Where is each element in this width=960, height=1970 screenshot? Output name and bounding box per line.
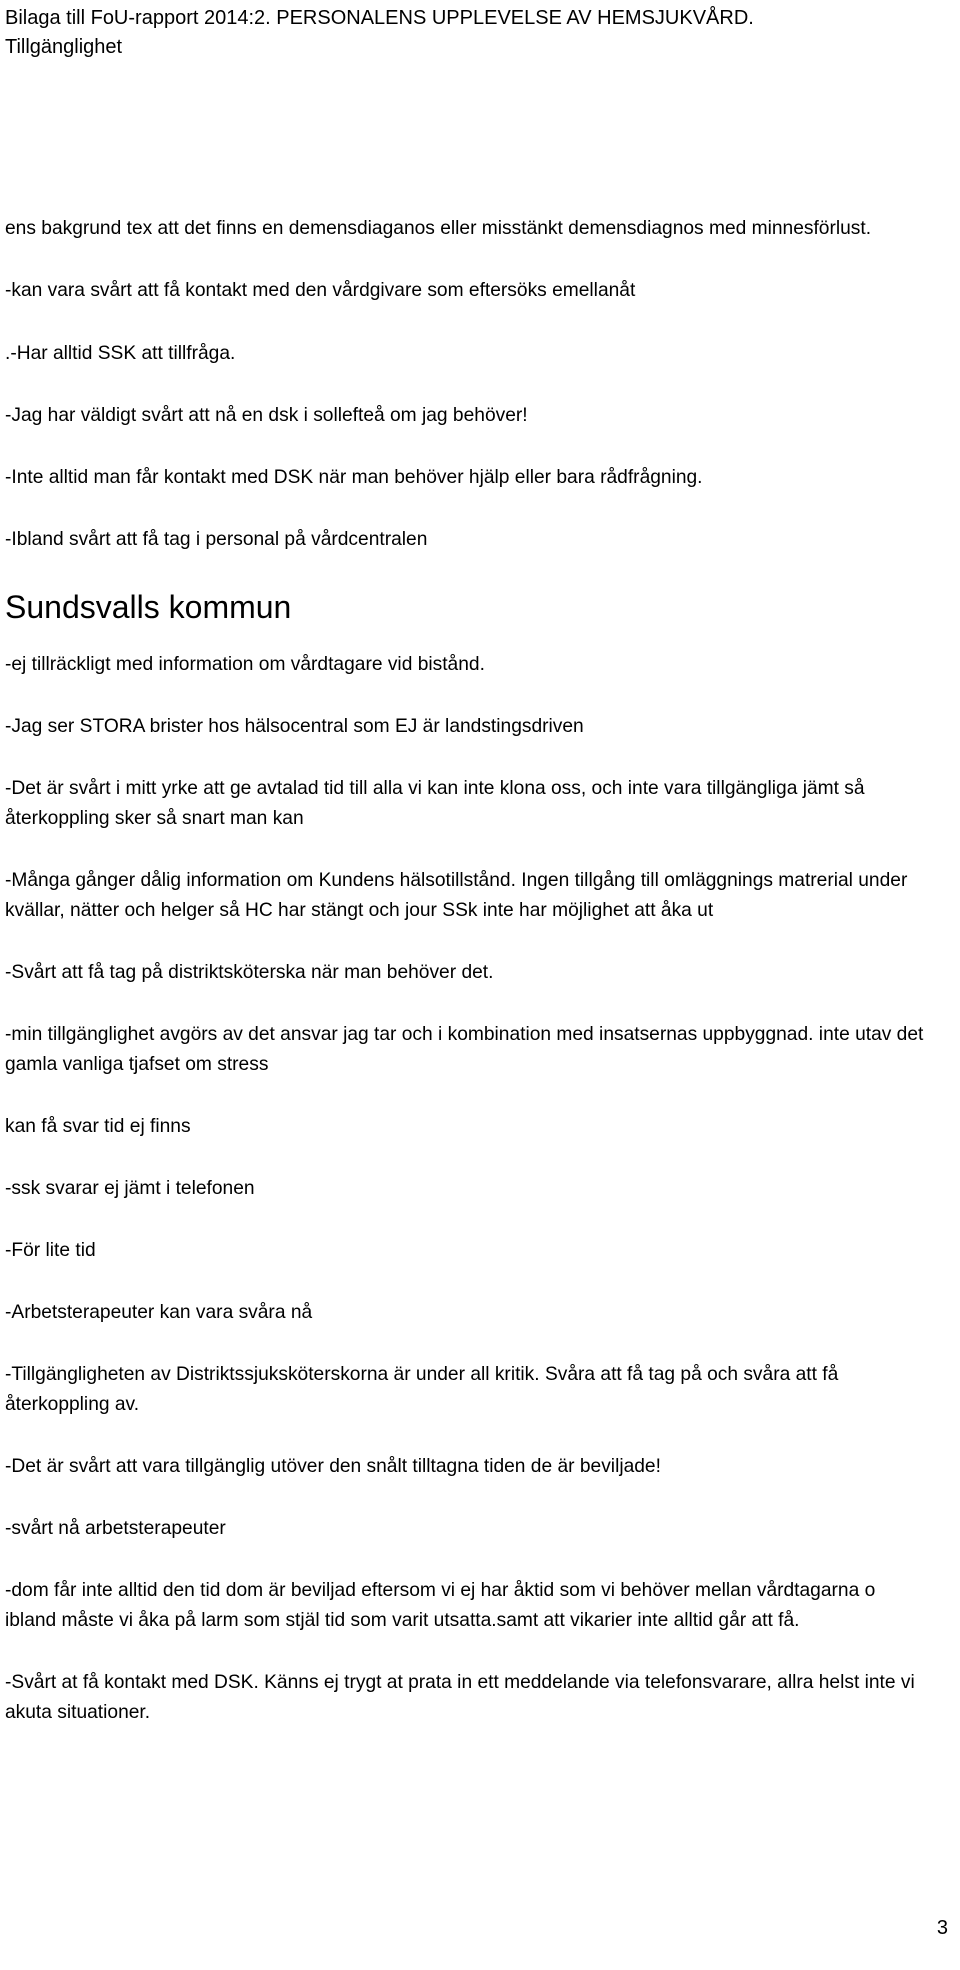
section-heading: Sundsvalls kommun xyxy=(5,589,292,625)
response-paragraph: -svårt nå arbetsterapeuter xyxy=(5,1518,226,1539)
response-paragraph: -Det är svårt att vara tillgänglig utöver den snålt tilltagna tiden de är beviljade! xyxy=(5,1456,661,1477)
response-paragraph: ens bakgrund tex att det finns en demensdiaganos eller misstänkt demensdiagnos med minnesförlust. xyxy=(5,218,872,239)
response-paragraph: .-Har alltid SSK att tillfråga. xyxy=(5,343,236,364)
response-paragraph: -ssk svarar ej jämt i telefonen xyxy=(5,1178,255,1199)
response-paragraph: -För lite tid xyxy=(5,1240,96,1261)
response-paragraph: -Svårt at få kontakt med DSK. Känns ej trygt at prata in ett meddelande via telefonsvarare, allra helst inte vi akuta situationer. xyxy=(5,1672,915,1723)
page-number: 3 xyxy=(936,1917,948,1939)
response-paragraph: -ej tillräckligt med information om vårdtagare vid bistånd. xyxy=(5,654,485,675)
response-paragraph: -Ibland svårt att få tag i personal på vårdcentralen xyxy=(5,529,428,550)
response-paragraph: -Jag ser STORA brister hos hälsocentral som EJ är landstingsdriven xyxy=(5,716,584,737)
response-paragraph: -Många gånger dålig information om Kundens hälsotillstånd. Ingen tillgång till omläggnings matrerial under kvällar, nätter och helger så HC har stängt och jour SSk inte har möjlighet att åka ut xyxy=(5,870,908,921)
response-paragraph: -Arbetsterapeuter kan vara svåra nå xyxy=(5,1302,313,1323)
response-paragraph: -Jag har väldigt svårt att nå en dsk i sollefteå om jag behöver! xyxy=(5,405,528,426)
response-paragraph: kan få svar tid ej finns xyxy=(5,1116,191,1137)
response-paragraph: -Inte alltid man får kontakt med DSK när man behöver hjälp eller bara rådfrågning. xyxy=(5,467,703,488)
response-paragraph: -dom får inte alltid den tid dom är beviljad eftersom vi ej har åktid som vi behöver mellan vårdtagarna o ibland måste vi åka på larm som stjäl tid som varit utsatta.samt att vikarier inte alltid går att få. xyxy=(5,1580,876,1631)
response-paragraph: -Det är svårt i mitt yrke att ge avtalad tid till alla vi kan inte klona oss, och inte vara tillgängliga jämt så återkoppling sker så snart man kan xyxy=(5,778,865,829)
header-report-title: Bilaga till FoU-rapport 2014:2. PERSONALENS UPPLEVELSE AV HEMSJUKVÅRD. xyxy=(5,7,754,29)
response-paragraph: -kan vara svårt att få kontakt med den vårdgivare som eftersöks emellanåt xyxy=(5,280,636,301)
document-body xyxy=(5,214,925,1760)
response-paragraph: -Tillgängligheten av Distriktssjuksköterskorna är under all kritik. Svåra att få tag på och svåra att få återkoppling av. xyxy=(5,1364,839,1415)
header-section-label: Tillgänglighet xyxy=(5,36,123,58)
response-paragraph: -min tillgänglighet avgörs av det ansvar jag tar och i kombination med insatsernas uppbyggnad. inte utav det gamla vanliga tjafset om stress xyxy=(5,1024,924,1075)
response-paragraph: -Svårt att få tag på distriktsköterska när man behöver det. xyxy=(5,962,494,983)
page-header xyxy=(5,4,935,62)
